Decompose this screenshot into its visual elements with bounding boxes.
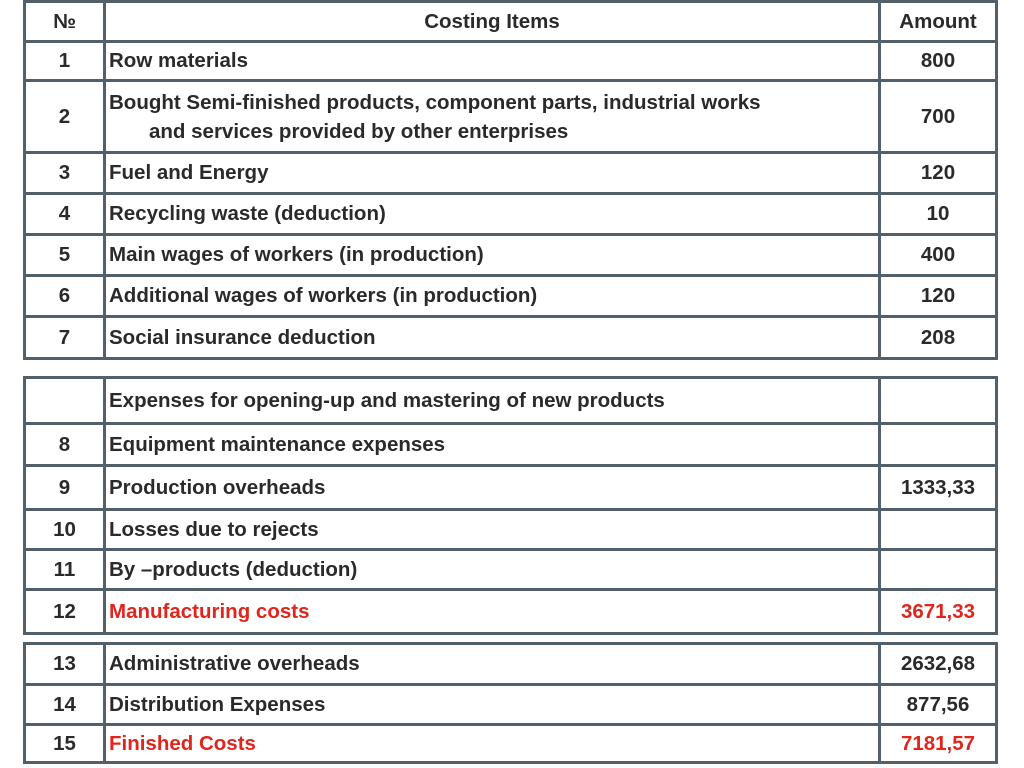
row-amount: 120 bbox=[880, 276, 997, 317]
row-item: Recycling waste (deduction) bbox=[105, 194, 880, 235]
row-amount bbox=[880, 424, 997, 466]
row-amount: 2632,68 bbox=[880, 644, 997, 685]
row-amount-finished-costs: 7181,57 bbox=[880, 725, 997, 763]
row-num: 12 bbox=[25, 590, 105, 634]
table-row bbox=[25, 153, 997, 194]
row-num: 1 bbox=[25, 42, 105, 81]
row-amount: 400 bbox=[880, 235, 997, 276]
row-num: 8 bbox=[25, 424, 105, 466]
row-item-finished-costs: Finished Costs bbox=[105, 725, 880, 763]
header-num: № bbox=[25, 2, 105, 42]
row-num: 13 bbox=[25, 644, 105, 685]
costing-table-primary bbox=[23, 0, 998, 360]
row-amount: 208 bbox=[880, 317, 997, 359]
row-item: Equipment maintenance expenses bbox=[105, 424, 880, 466]
row-amount-manufacturing-costs: 3671,33 bbox=[880, 590, 997, 634]
table-row bbox=[25, 466, 997, 510]
row-num: 7 bbox=[25, 317, 105, 359]
table-row bbox=[25, 194, 997, 235]
row-item: By –products (deduction) bbox=[105, 550, 880, 590]
table-row bbox=[25, 644, 997, 685]
table-row-subtotal bbox=[25, 590, 997, 634]
row-num: 2 bbox=[25, 81, 105, 153]
row-num: 9 bbox=[25, 466, 105, 510]
row-amount bbox=[880, 378, 997, 424]
table-header-row bbox=[25, 2, 997, 42]
row-amount: 1333,33 bbox=[880, 466, 997, 510]
costing-table-final bbox=[23, 642, 998, 764]
table-row bbox=[25, 317, 997, 359]
row-item: Social insurance deduction bbox=[105, 317, 880, 359]
row-num: 3 bbox=[25, 153, 105, 194]
table-row-total bbox=[25, 725, 997, 763]
row-item-line2: and services provided by other enterprises bbox=[149, 119, 569, 143]
table-row bbox=[25, 42, 997, 81]
table-row bbox=[25, 550, 997, 590]
row-item: Expenses for opening-up and mastering of new products bbox=[105, 378, 880, 424]
row-amount: 877,56 bbox=[880, 685, 997, 725]
costing-table-manufacturing bbox=[23, 376, 998, 635]
row-num: 5 bbox=[25, 235, 105, 276]
row-amount: 120 bbox=[880, 153, 997, 194]
row-item: Distribution Expenses bbox=[105, 685, 880, 725]
row-num: 10 bbox=[25, 510, 105, 550]
row-item: Administrative overheads bbox=[105, 644, 880, 685]
row-amount bbox=[880, 550, 997, 590]
table-row bbox=[25, 378, 997, 424]
table-row bbox=[25, 424, 997, 466]
row-item-line1: Bought Semi-finished products, component parts, industrial works bbox=[109, 90, 761, 114]
table-row bbox=[25, 81, 997, 153]
header-costing-items: Costing Items bbox=[105, 2, 880, 42]
row-num: 6 bbox=[25, 276, 105, 317]
row-item: Additional wages of workers (in production) bbox=[105, 276, 880, 317]
row-amount: 10 bbox=[880, 194, 997, 235]
row-item: Main wages of workers (in production) bbox=[105, 235, 880, 276]
header-amount: Amount bbox=[880, 2, 997, 42]
row-item: Row materials bbox=[105, 42, 880, 81]
row-amount: 700 bbox=[880, 81, 997, 153]
row-num: 14 bbox=[25, 685, 105, 725]
table-row bbox=[25, 276, 997, 317]
row-amount bbox=[880, 510, 997, 550]
table-row bbox=[25, 685, 997, 725]
row-num: 15 bbox=[25, 725, 105, 763]
row-num bbox=[25, 378, 105, 424]
row-item bbox=[105, 81, 880, 153]
row-item-manufacturing-costs: Manufacturing costs bbox=[105, 590, 880, 634]
row-num: 11 bbox=[25, 550, 105, 590]
row-num: 4 bbox=[25, 194, 105, 235]
row-item: Production overheads bbox=[105, 466, 880, 510]
row-amount: 800 bbox=[880, 42, 997, 81]
table-row bbox=[25, 235, 997, 276]
table-row bbox=[25, 510, 997, 550]
row-item: Fuel and Energy bbox=[105, 153, 880, 194]
row-item: Losses due to rejects bbox=[105, 510, 880, 550]
